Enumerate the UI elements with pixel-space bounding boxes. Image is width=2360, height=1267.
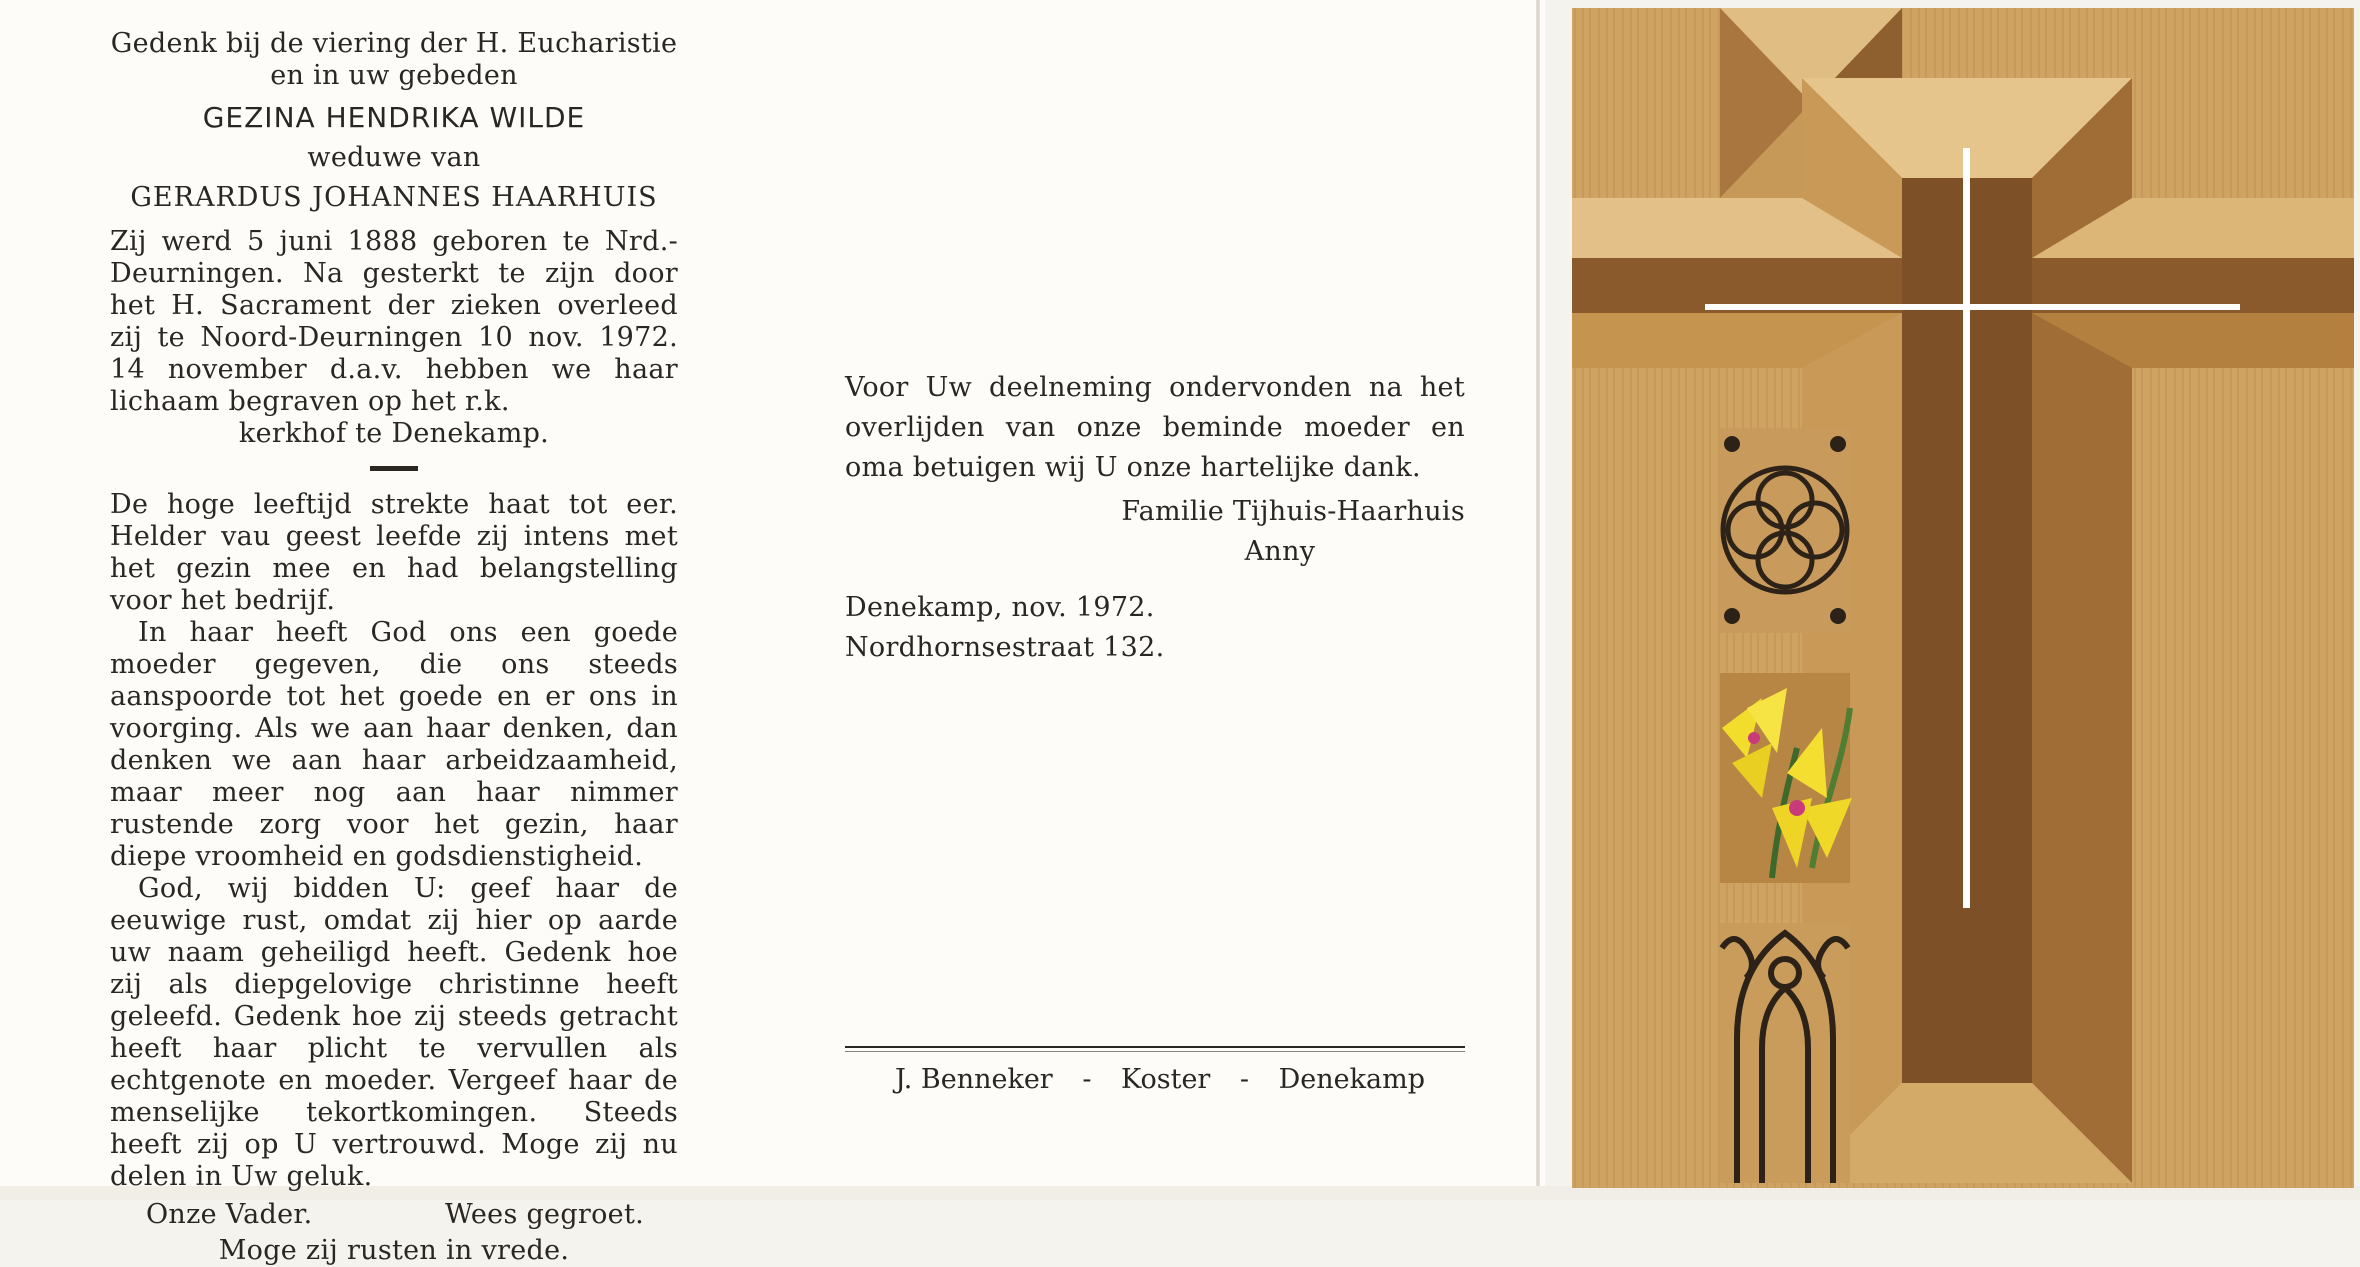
paragraph-prayer: God, wij bidden U: geef haar de eeuwige rust, omdat zij hier op aarde uw naam geheiligd heeft. Gedenk hoe zij als diepgelovige christinne heeft geleefd. Gedenk hoe zij steeds getracht heeft haar plicht te vervullen als echtgenote en moeder. Vergeef haar de menselijke tekortkomingen. Steeds heeft zij op U vertrouwd. Moge zij nu delen in Uw geluk. — [110, 873, 678, 1192]
wood-inlay-image — [1572, 8, 2354, 1188]
divider-dash — [370, 466, 418, 471]
thanks-text: Voor Uw deelneming ondervonden na het overlijden van onze beminde moeder en oma betuigen wij U onze hartelijke dank. — [845, 372, 1465, 483]
husband-name: GERARDUS JOHANNES HAARHUIS — [130, 182, 658, 213]
biography: Zij werd 5 juni 1888 geboren te Nrd.-Deurningen. Na gesterkt te zijn door het H. Sacrament der zieken overleed zij te Noord-Deurningen 10 nov. 1972. 14 november d.a.v. hebben we haar lichaam begraven op het r.k. — [110, 226, 678, 417]
printer-line — [895, 1064, 1425, 1095]
cross-horizontal-line — [1705, 304, 2240, 310]
intro-line-1: Gedenk bij de viering der H. Eucharistie — [110, 28, 678, 59]
prayer-hail-mary: Wees gegroet. — [445, 1199, 644, 1230]
paragraph-tribute: De hoge leeftijd strekte haat tot eer. Helder vau geest leefde zij intens met het gezin mee en had belangstelling voor het bedrijf. — [110, 489, 678, 616]
signature-block — [845, 492, 1465, 572]
place-block — [845, 588, 1465, 668]
place-date: Denekamp, nov. 1972. — [845, 592, 1155, 623]
family-name: Familie Tijhuis-Haarhuis — [1121, 496, 1465, 527]
biography-last-line: kerkhof te Denekamp. — [238, 418, 550, 449]
printer-name: J. Benneker — [895, 1064, 1053, 1095]
deceased-name: GEZINA HENDRIKA WILDE — [202, 101, 586, 134]
prayer-our-father: Onze Vader. — [146, 1199, 313, 1230]
address: Nordhornsestraat 132. — [845, 632, 1165, 663]
paragraph-mother: In haar heeft God ons een goede moeder gegeven, die ons steeds aanspoorde tot het goede en er ons in voorging. Als we aan haar denken, dan denken we aan haar arbeidzaamheid, maar meer nog aan haar nimmer rustende zorg voor het gezin, haar diepe vroomheid en godsdienstigheid. — [110, 617, 678, 872]
card-fold — [1536, 0, 1540, 1190]
intro-line-2: en in uw gebeden — [270, 60, 518, 91]
printer-sep-2: - — [1239, 1064, 1250, 1095]
prayer-line — [110, 1199, 678, 1231]
printer-role: Koster — [1121, 1064, 1211, 1095]
cross-vertical-line — [1963, 148, 1970, 908]
printer-sep-1: - — [1082, 1064, 1092, 1095]
memorial-text-panel — [110, 28, 678, 1267]
printer-rule — [845, 1046, 1465, 1052]
signer-name: Anny — [1244, 536, 1316, 567]
printer-town: Denekamp — [1278, 1064, 1425, 1095]
thanks-panel — [845, 368, 1465, 668]
cross-artwork — [1572, 8, 2354, 1188]
closing-line: Moge zij rusten in vrede. — [218, 1235, 570, 1266]
widow-of: weduwe van — [307, 142, 481, 173]
